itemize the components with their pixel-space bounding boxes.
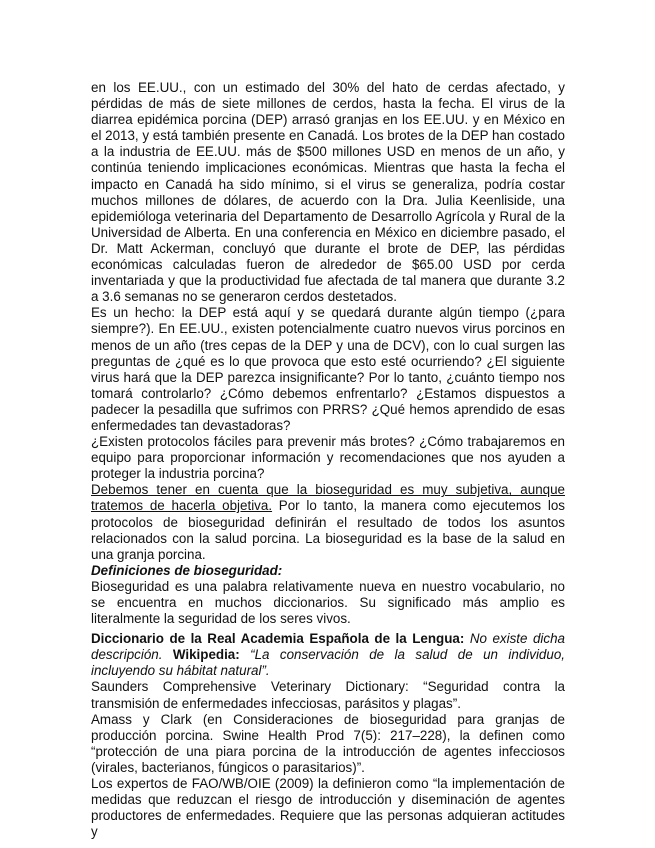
rae-text: No existe dicha descripción.: [91, 631, 565, 663]
document-body: [91, 80, 565, 840]
paragraph-dep-losses: en los EE.UU., con un estimado del 30% del hato de cerdas afectado, y pérdidas de más de siete millones de cerdos, hasta la fecha. El virus de la diarrea epidémica porcina (DEP) arrasó granjas en los EE.UU. y en México en el 2013, y está también presente en Canadá. Los brotes de la DEP han costado a la industria de EE.UU. más de $500 millones USD en menos de un año, y continúa teniendo implicaciones económicas. Mientras que hasta la fecha el impacto en Canadá ha sido mínimo, si el virus se generaliza, podría costar muchos millones de dólares, de acuerdo con la Dra. Julia Keenliside, una epidemióloga veterinaria del Departamento de Desarrollo Agrícola y Rural de la Universidad de Alberta. En una conferencia en México en diciembre pasado, el Dr. Matt Ackerman, concluyó que durante el brote de DEP, las pérdidas económicas calculadas fueron de alrededor de $65.00 USD por cerda inventariada y que la productividad fue afectada de tal manera que durante 3.2 a 3.6 semanas no se generaron cerdos destetados.: [91, 80, 565, 305]
paragraph-saunders-definition: Saunders Comprehensive Veterinary Dictionary: “Seguridad contra la transmisión de enfermedades infecciosas, parásitos y plagas”.: [91, 679, 565, 711]
paragraph-protocol-questions: ¿Existen protocolos fáciles para prevenir más brotes? ¿Cómo trabajaremos en equipo para proporcionar información y recomendaciones que nos ayuden a proteger la industria porcina?: [91, 434, 565, 482]
underlined-statement: Debemos tener en cuenta que la bioseguridad es muy subjetiva, aunque tratemos de hacerla objetiva.: [91, 482, 565, 514]
paragraph-amass-clark-definition: Amass y Clark (en Consideraciones de bioseguridad para granjas de producción porcina. Swine Health Prod 7(5): 217–228), la definen como “protección de una piara porcina de la introducción de agentes infecciosos (virales, bacterianos, fúngicos o parasitarios)”.: [91, 711, 565, 775]
paragraph-dep-questions: Es un hecho: la DEP está aquí y se quedará durante algún tiempo (¿para siempre?). En EE.UU., existen potencialmente cuatro nuevos virus porcinos en menos de un año (tres cepas de la DEP y una de DCV), con lo cual surgen las preguntas de ¿qué es lo que provoca que esto esté ocurriendo? ¿El siguiente virus hará que la DEP parezca insignificante? Por lo tanto, ¿cuánto tiempo nos tomará controlarlo? ¿Cómo debemos enfrentarlo? ¿Estamos dispuestos a padecer la pesadilla que sufrimos con PRRS? ¿Qué hemos aprendido de esas enfermedades tan devastadoras?: [91, 305, 565, 433]
paragraph-dictionary-definitions: [91, 631, 565, 679]
rae-label: Diccionario de la Real Academia Española de la Lengua:: [91, 631, 465, 647]
paragraph-biosecurity-word: Bioseguridad es una palabra relativamente nueva en nuestro vocabulario, no se encuentra en muchos diccionarios. Su significado más amplio es literalmente la seguridad de los seres vivos.: [91, 578, 565, 627]
paragraph-fao-definition: Los expertos de FAO/WB/OIE (2009) la definieron como “la implementación de medidas que reduzcan el riesgo de introducción y diseminación de agentes productores de enfermedades. Requiere que las personas adquieran actitudes y: [91, 776, 565, 840]
paragraph-biosecurity-subjective: [91, 482, 565, 562]
section-heading-definitions: Definiciones de bioseguridad:: [91, 562, 283, 578]
wikipedia-label: Wikipedia:: [162, 647, 240, 663]
paragraph-biosecurity-rest: Por lo tanto, la manera como ejecutemos los protocolos de bioseguridad definirán el resultado de todos los asuntos relacionados con la salud porcina. La bioseguridad es la base de la salud en una granja porcina.: [91, 498, 565, 562]
wikipedia-text: “La conservación de la salud de un individuo, incluyendo su hábitat natural”.: [91, 647, 565, 679]
